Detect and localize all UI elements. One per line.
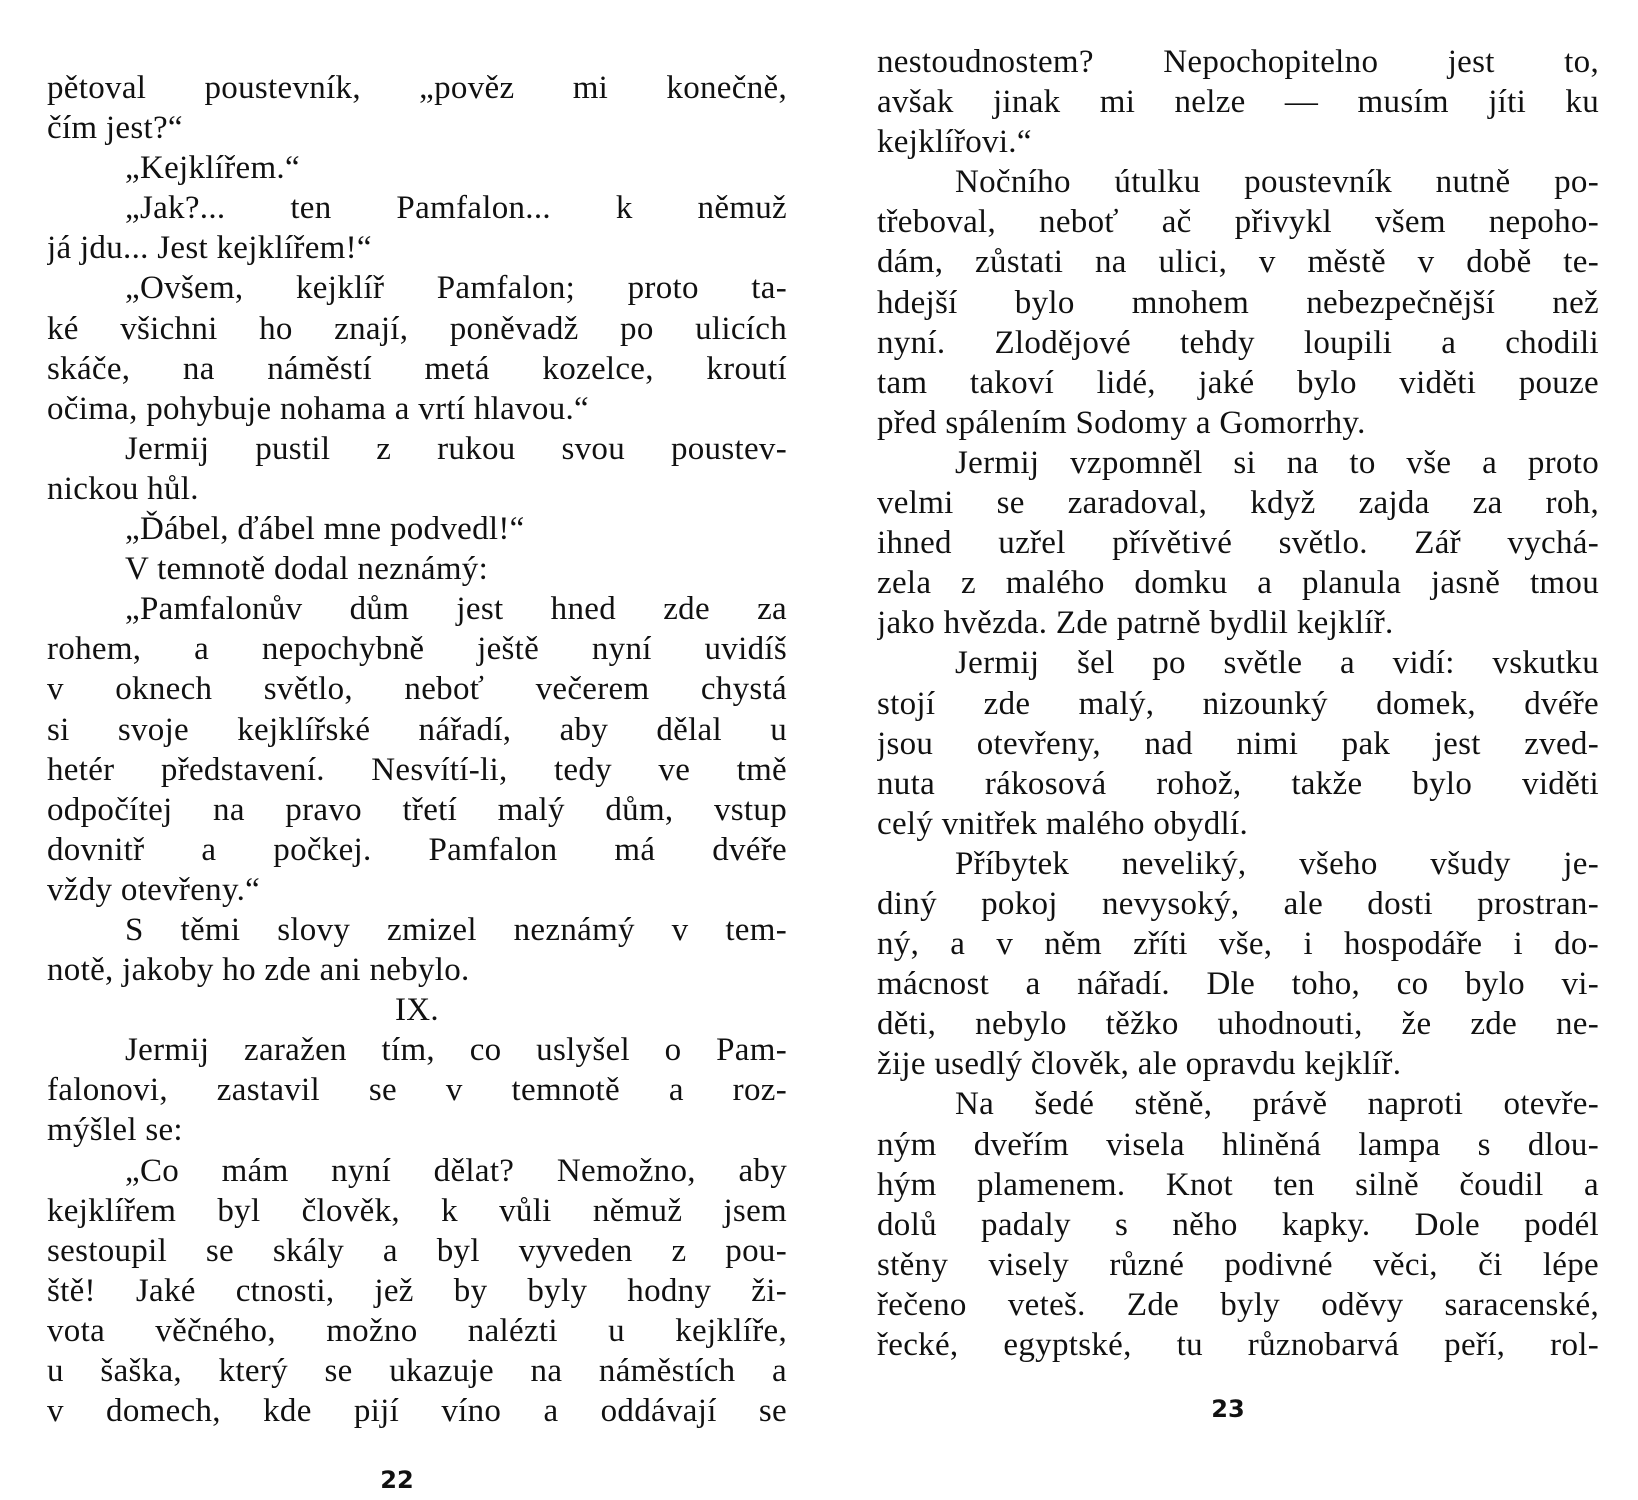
text-line: řecké, egyptské, tu různobarvá peří, rol- [877,1327,1599,1363]
text-line: ště! Jaké ctnosti, jež by byly hodny ži- [47,1272,787,1309]
text-line: Jermij zaražen tím, co uslyšel o Pam- [125,1032,787,1069]
text-line: notě, jakoby ho zde ani nebylo. [47,952,470,989]
text-line: stojí zde malý, nizounký domek, dvéře [877,685,1599,722]
text-line: „Jak?... ten Pamfalon... k němuž [125,190,787,227]
text-line: já jdu... Jest kejklířem!“ [47,230,372,267]
text-line: ný, a v něm zříti vše, i hospodáře i do- [877,926,1599,963]
text-line: si svoje kejklířské nářadí, aby dělal u [47,711,787,748]
text-line: v oknech světlo, neboť večerem chystá [47,671,787,708]
text-line: skáče, na náměstí metá kozelce, kroutí [47,350,787,387]
text-line: řečeno veteš. Zde byly oděvy saracenské, [877,1286,1599,1323]
text-line: dám, zůstati na ulici, v městě v době te- [877,244,1599,281]
page-number-left: 22 [380,1466,414,1494]
text-line: ihned uzřel přívětivé světlo. Zář vychá- [877,525,1599,562]
text-line: kejklířem byl člověk, k vůli němuž jsem [47,1192,787,1229]
text-line: hým plamenem. Knot ten silně čoudil a [877,1166,1599,1203]
text-line: nuta rákosová rohož, takže bylo viděti [877,765,1599,802]
text-line: rohem, a nepochybně ještě nyní uvidíš [47,631,787,668]
text-line: dolů padaly s něho kapky. Dole podél [877,1206,1599,1243]
right-page-text [877,42,1599,1365]
text-line: „Co mám nyní dělat? Nemožno, aby [125,1152,787,1189]
text-line: odpočítej na pravo třetí malý dům, vstup [47,791,787,828]
text-line: před spálením Sodomy a Gomorrhy. [877,404,1366,441]
text-line: mácnost a nářadí. Dle toho, co bylo vi- [877,966,1599,1003]
text-line: třeboval, neboť ač přivykl všem nepoho- [877,204,1599,241]
text-line: kejklířovi.“ [877,124,1032,161]
text-line: S těmi slovy zmizel neznámý v tem- [125,911,787,948]
text-line: jsou otevřeny, nad nimi pak jest zved- [877,725,1599,762]
text-line: nyní. Zlodějové tehdy loupili a chodili [877,324,1599,361]
text-line: v domech, kde pijí víno a oddávají se [47,1393,787,1430]
text-line: vždy otevřeny.“ [47,871,261,908]
left-page-text [47,68,787,1431]
text-line: žije usedlý člověk, ale opravdu kejklíř. [877,1046,1402,1083]
text-line: u šaška, který se ukazuje na náměstích a [47,1353,787,1389]
text-line: falonovi, zastavil se v temnotě a roz- [47,1072,787,1109]
text-line: Na šedé stěně, právě naproti otevře- [955,1086,1599,1123]
text-line: V temnotě dodal neznámý: [125,551,489,588]
text-line: sestoupil se skály a byl vyveden z pou- [47,1232,787,1269]
text-line: „Pamfalonův dům jest hned zde za [125,591,787,628]
text-line: Jermij šel po světle a vidí: vskutku [955,645,1599,682]
text-line: Nočního útulku poustevník nutně po- [955,164,1599,201]
text-line: Příbytek neveliký, všeho všudy je- [955,845,1599,882]
text-line: Jermij pustil z rukou svou poustev- [125,430,787,467]
text-line: očima, pohybuje nohama a vrtí hlavou.“ [47,390,589,427]
text-line: stěny visely různé podivné věci, či lépe [877,1246,1599,1283]
text-line: velmi se zaradoval, když zajda za roh, [877,485,1599,522]
text-line: nestoudnostem? Nepochopitelno jest to, [877,44,1599,80]
page-number-right: 23 [1211,1395,1245,1423]
text-line: diný pokoj nevysoký, ale dosti prostran- [877,885,1599,922]
chapter-heading: IX. [395,992,439,1029]
text-line: hetér představení. Nesvítí-li, tedy ve tmě [47,751,787,788]
text-line: ké všichni ho znají, poněvadž po ulicích [47,310,787,347]
text-line: jako hvězda. Zde patrně bydlil kejklíř. [877,605,1394,642]
text-line: pětoval poustevník, „pověz mi konečně, [47,70,787,106]
text-line: zela z malého domku a planula jasně tmou [877,565,1599,602]
text-line: tam takoví lidé, jaké bylo viděti pouze [877,364,1599,401]
text-line: „Kejklířem.“ [125,150,300,187]
text-line: čím jest?“ [47,110,183,147]
text-line: dovnitř a počkej. Pamfalon má dvéře [47,831,787,868]
text-line: nickou hůl. [47,470,199,507]
text-line: ným dveřím visela hliněná lampa s dlou- [877,1126,1599,1163]
text-line: celý vnitřek malého obydlí. [877,805,1249,842]
text-line: „Ďábel, ďábel mne podvedl!“ [125,511,525,548]
text-line: avšak jinak mi nelze — musím jíti ku [877,84,1599,121]
text-line: děti, nebylo těžko uhodnouti, že zde ne- [877,1006,1599,1043]
text-line: hdejší bylo mnohem nebezpečnější než [877,284,1599,321]
text-line: mýšlel se: [47,1112,183,1149]
text-line: „Ovšem, kejklíř Pamfalon; proto ta- [125,270,787,307]
text-line: vota věčného, možno nalézti u kejklíře, [47,1312,787,1349]
text-line: Jermij vzpomněl si na to vše a proto [955,444,1599,481]
